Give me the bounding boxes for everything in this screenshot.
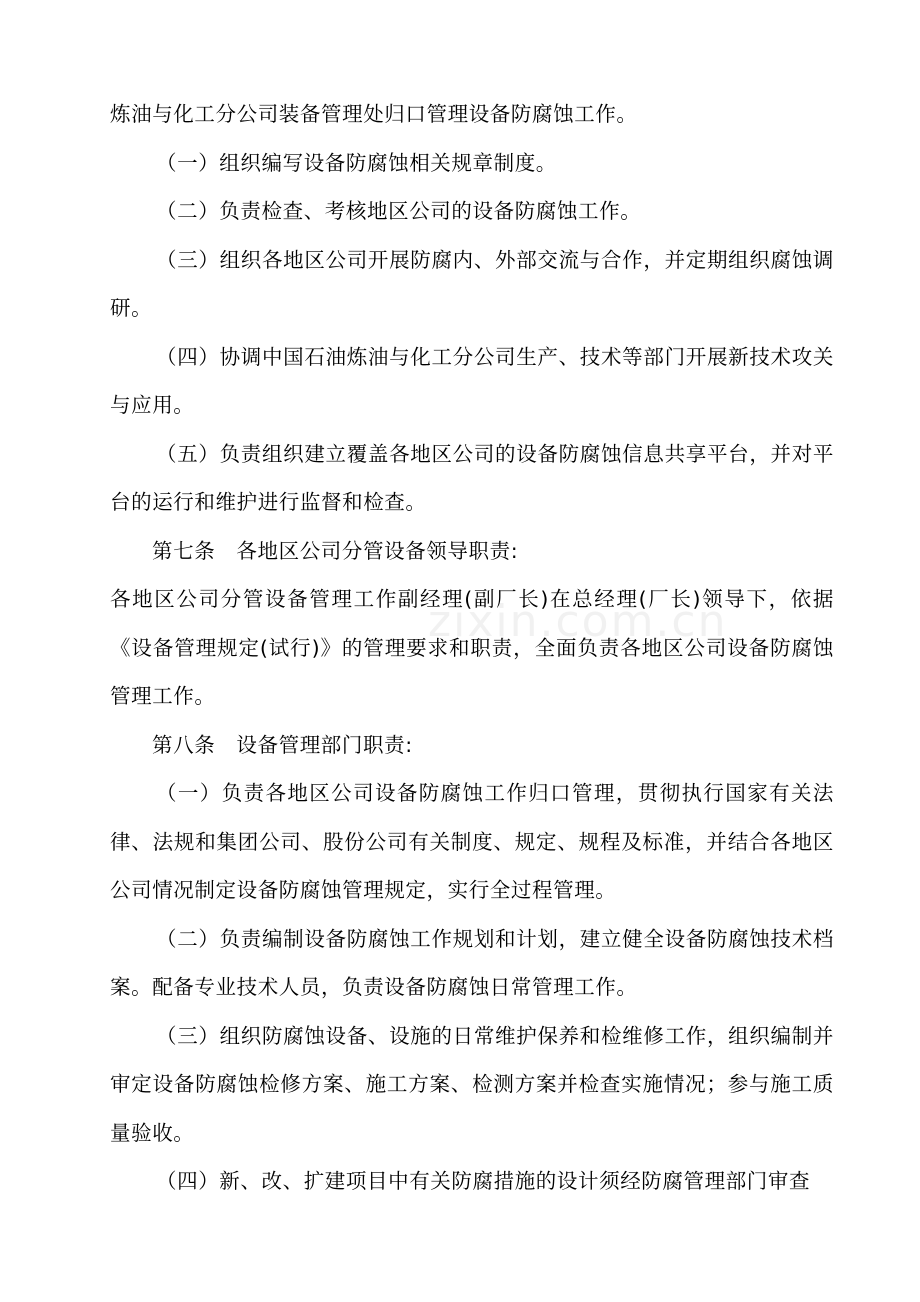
paragraph-item: （一）组织编写设备防腐蚀相关规章制度。 bbox=[156, 150, 557, 175]
article-heading: 第八条 设备管理部门职责: bbox=[152, 732, 413, 757]
paragraph-item: （五）负责组织建立覆盖各地区公司的设备防腐蚀信息共享平台，并对平台的运行和维护进行监督和检查。 bbox=[110, 441, 834, 514]
watermark: zixin.com.cn bbox=[428, 596, 728, 647]
paragraph-item: （二）负责编制设备防腐蚀工作规划和计划，建立健全设备防腐蚀技术档案。配备专业技术人员，负责设备防腐蚀日常管理工作。 bbox=[110, 926, 834, 999]
paragraph-item: （四）新、改、扩建项目中有关防腐措施的设计须经防腐管理部门审查 bbox=[156, 1169, 811, 1193]
paragraph: 各地区公司分管设备管理工作副经理(副厂长)在总经理(厂长)领导下，依据《设备管理规定(试行)》的管理要求和职责，全面负责各地区公司设备防腐蚀管理工作。 bbox=[110, 587, 834, 708]
paragraph-item: （三）组织各地区公司开展防腐内、外部交流与合作，并定期组织腐蚀调研。 bbox=[110, 247, 834, 320]
paragraph-item: （三）组织防腐蚀设备、设施的日常维护保养和检维修工作，组织编制并审定设备防腐蚀检修方案、施工方案、检测方案并检查实施情况；参与施工质量验收。 bbox=[110, 1023, 834, 1145]
paragraph-item: （二）负责检查、考核地区公司的设备防腐蚀工作。 bbox=[156, 199, 642, 223]
article-heading: 第七条 各地区公司分管设备领导职责: bbox=[152, 538, 519, 563]
paragraph: 炼油与化工分公司装备管理处归口管理设备防腐蚀工作。 bbox=[110, 102, 638, 126]
paragraph-item: （一）负责各地区公司设备防腐蚀工作归口管理，贯彻执行国家有关法律、法规和集团公司、股份公司有关制度、规定、规程及标准，并结合各地区公司情况制定设备防腐蚀管理规定，实行全过程管理。 bbox=[110, 781, 834, 902]
document-body bbox=[110, 90, 834, 1206]
paragraph-item: （四）协调中国石油炼油与化工分公司生产、技术等部门开展新技术攻关与应用。 bbox=[110, 344, 834, 417]
